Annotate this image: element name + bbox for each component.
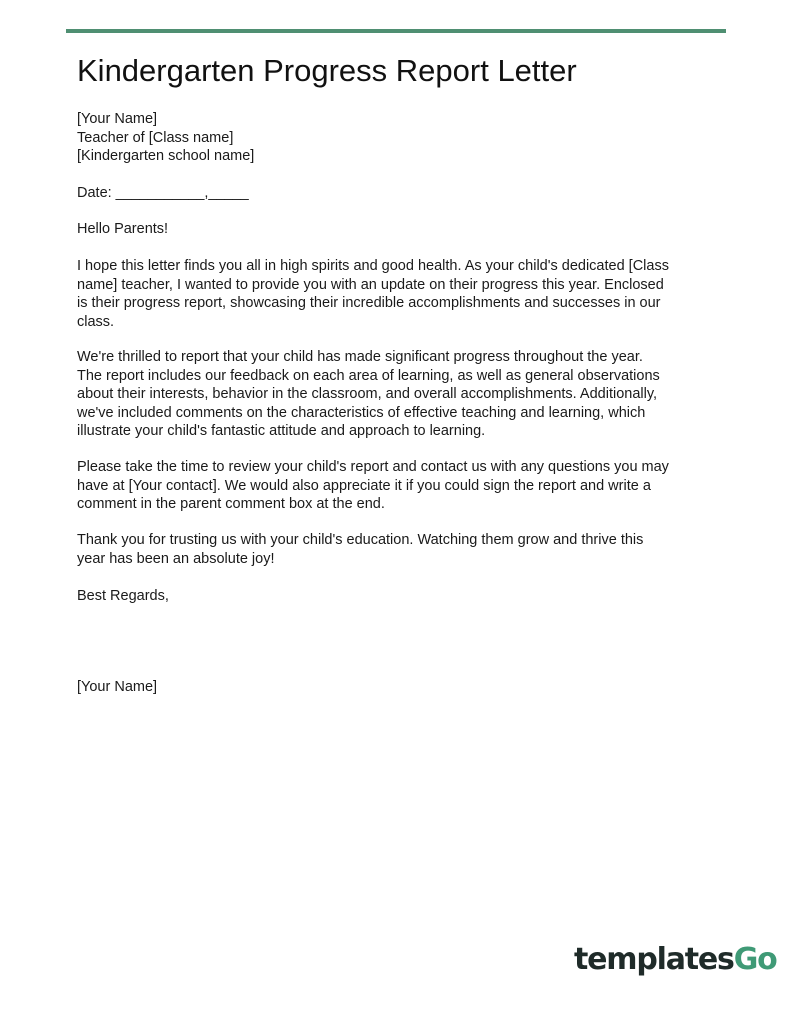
greeting: Hello Parents! (77, 221, 169, 237)
paragraph-line: class. (77, 313, 115, 330)
paragraph-review (77, 458, 717, 514)
paragraph-line: illustrate your child's fantastic attitude and approach to learning. (77, 423, 486, 440)
paragraph-thanks (77, 531, 717, 568)
paragraph-line: The report includes our feedback on each area of learning, as well as general observations (77, 367, 660, 384)
signature-name: [Your Name] (77, 679, 158, 695)
paragraph-line: we've included comments on the characteristics of effective teaching and learning, which (77, 404, 646, 421)
sender-name: [Your Name] (77, 111, 158, 127)
sender-class: Teacher of [Class name] (77, 129, 234, 146)
sender-school: [Kindergarten school name] (77, 148, 255, 165)
logo-wordmark: templates (574, 942, 734, 977)
date-line: Date: ___________,_____ (77, 185, 249, 201)
header-rule (66, 29, 726, 33)
paragraph-line: name] teacher, I wanted to provide you with an update on their progress this year. Enclosed (77, 276, 664, 293)
paragraph-line: about their interests, behavior in the classroom, and overall accomplishments. Additionally, (77, 386, 658, 403)
paragraph-line: year has been an absolute joy! (77, 550, 275, 567)
paragraph-line: I hope this letter finds you all in high spirits and good health. As your child's dedicated [Class (77, 258, 669, 274)
paragraph-intro (77, 257, 717, 331)
document-title: Kindergarten Progress Report Letter (77, 53, 577, 88)
paragraph-line: Please take the time to review your child's report and contact us with any questions you may (77, 459, 669, 475)
paragraph-line: have at [Your contact]. We would also appreciate it if you could sign the report and write a (77, 477, 651, 494)
logo-accent: Go (733, 942, 777, 977)
closing: Best Regards, (77, 588, 169, 604)
templatesgo-logo (574, 940, 777, 980)
paragraph-line: is their progress report, showcasing their incredible accomplishments and successes in our (77, 295, 661, 312)
sender-block (77, 110, 717, 166)
paragraph-line: comment in the parent comment box at the end. (77, 496, 385, 513)
paragraph-progress (77, 348, 717, 441)
paragraph-line: Thank you for trusting us with your child's education. Watching them grow and thrive this (77, 532, 644, 548)
paragraph-line: We're thrilled to report that your child has made significant progress throughout the year. (77, 349, 643, 365)
